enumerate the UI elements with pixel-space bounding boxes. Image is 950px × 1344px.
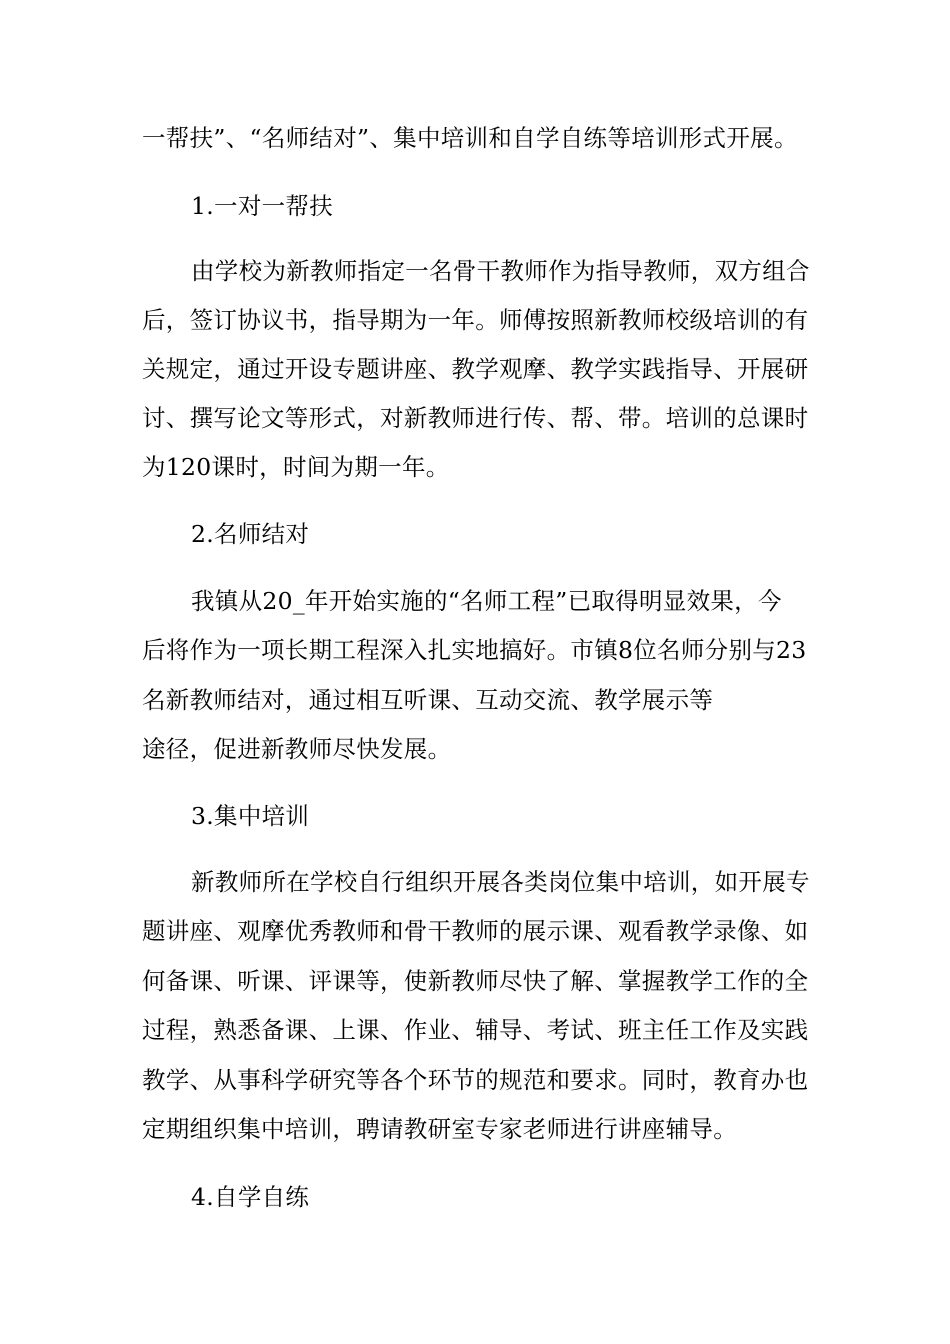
paragraph-line: 何备课、听课、评课等，使新教师尽快了解、掌握教学工作的全 <box>142 967 809 995</box>
paragraph-line: 途径，促进新教师尽快发展。 <box>142 735 452 763</box>
paragraph-line: 名新教师结对，通过相互听课、互动交流、教学展示等 <box>142 686 714 714</box>
paragraph-line: 后将作为一项长期工程深入扎实地搞好。市镇8位名师分别与23 <box>142 636 807 664</box>
paragraph-line: 由学校为新教师指定一名骨干教师作为指导教师，双方组合 <box>191 257 810 285</box>
paragraph-line: 教学、从事科学研究等各个环节的规范和要求。同时，教育办也 <box>142 1066 809 1094</box>
paragraph-line: 讨、撰写论文等形式，对新教师进行传、帮、带。培训的总课时 <box>142 404 809 432</box>
section-heading: 3.集中培训 <box>191 802 310 830</box>
section-heading: 1.一对一帮扶 <box>191 192 334 220</box>
paragraph-line: 我镇从20_年开始实施的“名师工程”已取得明显效果，今 <box>191 587 782 615</box>
paragraph-line: 一帮扶”、“名师结对”、集中培训和自学自练等培训形式开展。 <box>142 124 798 152</box>
paragraph-line: 后，签订协议书，指导期为一年。师傅按照新教师校级培训的有 <box>142 306 809 334</box>
paragraph-line: 为120课时，时间为期一年。 <box>142 453 450 481</box>
paragraph-line: 新教师所在学校自行组织开展各类岗位集中培训，如开展专 <box>191 868 810 896</box>
section-heading: 2.名师结对 <box>191 520 310 548</box>
section-heading: 4.自学自练 <box>191 1183 310 1211</box>
paragraph-line: 关规定，通过开设专题讲座、教学观摩、教学实践指导、开展研 <box>142 355 809 383</box>
paragraph-line: 定期组织集中培训，聘请教研室专家老师进行讲座辅导。 <box>142 1115 737 1143</box>
paragraph-line: 过程，熟悉备课、上课、作业、辅导、考试、班主任工作及实践 <box>142 1016 809 1044</box>
paragraph-line: 题讲座、观摩优秀教师和骨干教师的展示课、观看教学录像、如 <box>142 917 809 945</box>
